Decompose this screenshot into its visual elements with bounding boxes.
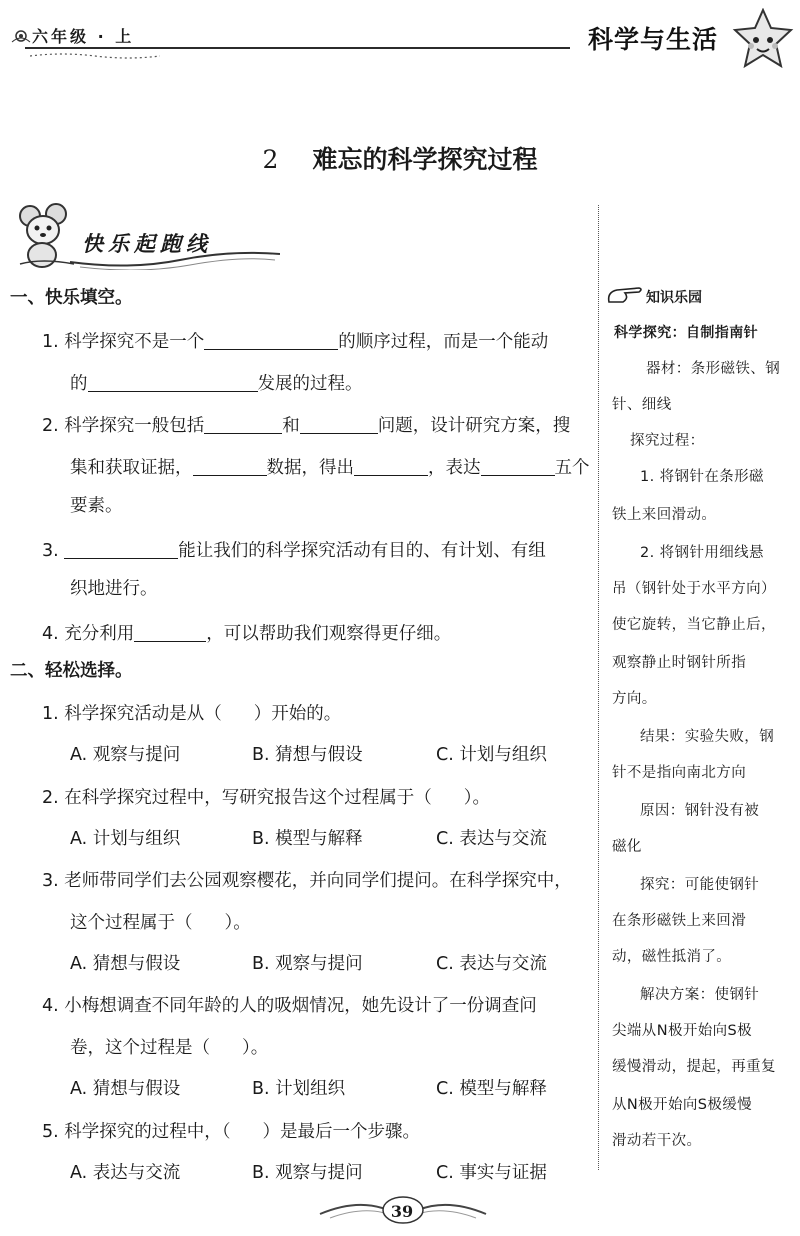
fill-question-2-end: 要素。 bbox=[70, 496, 123, 516]
question-text: ）。 bbox=[224, 913, 251, 933]
question-text: 的 bbox=[70, 374, 88, 394]
question-text: 卷，这个过程是（ bbox=[70, 1038, 210, 1058]
question-text: 的顺序过程，而是一个能动 bbox=[338, 332, 549, 352]
question-text: ，可以帮助我们观察得更仔细。 bbox=[206, 624, 452, 644]
question-text: 科学探究活动是从（ bbox=[64, 704, 222, 724]
sidebar-line: 磁化 bbox=[612, 839, 642, 855]
answer-blank[interactable] bbox=[300, 415, 378, 434]
lesson-number: 2 bbox=[262, 145, 279, 174]
sidebar-line: 在条形磁铁上来回滑 bbox=[612, 913, 747, 929]
choice-question-4-cont bbox=[70, 1040, 268, 1058]
sidebar-line: 器材：条形磁铁、钢 bbox=[646, 361, 781, 377]
question-text: 问题，设计研究方案，搜 bbox=[377, 416, 571, 436]
star-mascot-icon bbox=[732, 8, 794, 74]
question-text: ）。 bbox=[463, 788, 491, 808]
answer-blank[interactable] bbox=[204, 331, 338, 350]
answer-blank[interactable] bbox=[481, 457, 555, 476]
sidebar-line: 动，磁性抵消了。 bbox=[612, 949, 732, 965]
option-b[interactable]: B. 猜想与假设 bbox=[252, 745, 363, 765]
sidebar-title: 科学探究：自制指南针 bbox=[614, 325, 758, 341]
fill-question-1 bbox=[42, 331, 548, 352]
question-number: 3. bbox=[42, 871, 59, 891]
option-c[interactable]: C. 计划与组织 bbox=[436, 745, 547, 765]
header-rule bbox=[25, 47, 570, 49]
question-text: ）。 bbox=[242, 1038, 269, 1058]
question-text: 科学探究不是一个 bbox=[64, 332, 205, 352]
answer-blank[interactable] bbox=[354, 457, 428, 476]
sidebar-line: 从N极开始向S极缓慢 bbox=[612, 1097, 753, 1113]
banner-label: 快乐起跑线 bbox=[82, 232, 212, 256]
sidebar-label: 知识乐园 bbox=[646, 290, 702, 306]
sidebar-line: 铁上来回滑动。 bbox=[612, 507, 717, 523]
lesson-title-text: 难忘的科学探究过程 bbox=[312, 145, 538, 174]
question-number: 3. bbox=[42, 541, 59, 561]
question-text: ）是最后一个步骤。 bbox=[262, 1122, 421, 1142]
section1-heading: 一、快乐填空。 bbox=[10, 288, 133, 308]
question-number: 4. bbox=[42, 624, 59, 644]
choice-question-1 bbox=[42, 706, 341, 724]
question-text: 在科学探究过程中，写研究报告这个过程属于（ bbox=[64, 788, 432, 808]
sidebar-line: 原因：钢针没有被 bbox=[640, 803, 760, 819]
answer-blank[interactable] bbox=[134, 623, 206, 642]
choice-question-3-cont bbox=[70, 915, 251, 933]
question-number: 1. bbox=[42, 704, 59, 724]
question-text: 小梅想调查不同年龄的人的吸烟情况，她先设计了一份调查问 bbox=[64, 996, 537, 1016]
section2-heading: 二、轻松选择。 bbox=[10, 661, 133, 681]
option-b[interactable]: B. 计划组织 bbox=[252, 1079, 346, 1099]
fill-question-3-cont: 织地进行。 bbox=[70, 579, 158, 599]
question-text: 发展的过程。 bbox=[257, 374, 363, 394]
question-text: 集和获取证据， bbox=[70, 458, 193, 478]
question-text: 这个过程属于（ bbox=[70, 913, 193, 933]
lesson-title bbox=[0, 140, 800, 176]
answer-blank[interactable] bbox=[64, 540, 178, 559]
question-text: 五个 bbox=[554, 458, 590, 478]
question-text: 老师带同学们去公园观察樱花，并向同学们提问。在科学探究中， bbox=[64, 871, 572, 891]
option-a[interactable]: A. 猜想与假设 bbox=[70, 954, 181, 974]
question-number: 2. bbox=[42, 416, 59, 436]
page-header bbox=[0, 0, 800, 80]
choice-question-4 bbox=[42, 998, 537, 1016]
sidebar-line: 方向。 bbox=[612, 691, 657, 707]
question-text: 和 bbox=[282, 416, 300, 436]
choice-question-2 bbox=[42, 790, 490, 808]
sidebar-line: 尖端从N极开始向S极 bbox=[612, 1023, 753, 1039]
question-text: 科学探究一般包括 bbox=[64, 416, 205, 436]
pointing-hand-icon bbox=[605, 282, 645, 308]
sidebar-line: 缓慢滑动，提起，再重复 bbox=[612, 1059, 776, 1075]
fill-question-1-cont bbox=[70, 373, 363, 394]
question-text: 数据，得出 bbox=[266, 458, 354, 478]
series-title: 科学与生活 bbox=[588, 25, 719, 54]
question-number: 5. bbox=[42, 1122, 59, 1142]
option-a[interactable]: A. 表达与交流 bbox=[70, 1163, 181, 1183]
option-c[interactable]: C. 表达与交流 bbox=[436, 954, 547, 974]
question-text: ）开始的。 bbox=[253, 704, 342, 724]
answer-blank[interactable] bbox=[193, 457, 267, 476]
banner-wave bbox=[70, 240, 280, 270]
fill-question-2-cont bbox=[70, 457, 590, 478]
sidebar-line: 针、细线 bbox=[612, 397, 672, 413]
question-text: 能让我们的科学探究活动有目的、有计划、有组 bbox=[178, 541, 546, 561]
sidebar-line: 使它旋转，当它静止后， bbox=[612, 617, 776, 633]
fill-question-4 bbox=[42, 623, 451, 644]
sidebar-line: 滑动若干次。 bbox=[612, 1133, 702, 1149]
option-a[interactable]: A. 计划与组织 bbox=[70, 829, 181, 849]
option-b[interactable]: B. 模型与解释 bbox=[252, 829, 363, 849]
question-number: 1. bbox=[42, 332, 59, 352]
option-c[interactable]: C. 表达与交流 bbox=[436, 829, 547, 849]
fill-question-2 bbox=[42, 415, 570, 436]
column-divider bbox=[598, 205, 599, 1170]
question-text: ，表达 bbox=[428, 458, 481, 478]
flower-icon bbox=[10, 26, 32, 46]
sidebar-line: 解决方案：使钢针 bbox=[640, 987, 760, 1003]
option-b[interactable]: B. 观察与提问 bbox=[252, 954, 363, 974]
sidebar-line: 针不是指向南北方向 bbox=[612, 765, 747, 781]
sidebar-line: 结果：实验失败，钢 bbox=[640, 729, 775, 745]
question-number: 2. bbox=[42, 788, 59, 808]
option-c[interactable]: C. 模型与解释 bbox=[436, 1079, 547, 1099]
fill-question-3 bbox=[42, 540, 546, 561]
sidebar-line: 1. 将钢针在条形磁 bbox=[640, 469, 764, 485]
sidebar-line: 2. 将钢针用细线悬 bbox=[640, 545, 764, 561]
answer-blank[interactable] bbox=[204, 415, 282, 434]
option-a[interactable]: A. 猜想与假设 bbox=[70, 1079, 181, 1099]
page-number: 39 bbox=[390, 1202, 414, 1221]
sidebar-line: 探究：可能使钢针 bbox=[640, 877, 760, 893]
question-text: 充分利用 bbox=[64, 624, 135, 644]
option-c[interactable]: C. 事实与证据 bbox=[436, 1163, 547, 1183]
question-text: 科学探究的过程中，（ bbox=[64, 1122, 231, 1142]
question-number: 4. bbox=[42, 996, 59, 1016]
choice-question-3 bbox=[42, 873, 572, 891]
sidebar-line: 吊（钢针处于水平方向） bbox=[612, 581, 776, 597]
option-a[interactable]: A. 观察与提问 bbox=[70, 745, 181, 765]
answer-blank[interactable] bbox=[88, 373, 258, 392]
choice-question-5 bbox=[42, 1124, 420, 1142]
dotted-ornament bbox=[30, 52, 160, 60]
option-b[interactable]: B. 观察与提问 bbox=[252, 1163, 363, 1183]
sidebar-line: 观察静止时钢针所指 bbox=[612, 655, 747, 671]
sidebar-line: 探究过程： bbox=[630, 433, 705, 449]
grade-label: 六年级 · 上 bbox=[32, 27, 135, 46]
